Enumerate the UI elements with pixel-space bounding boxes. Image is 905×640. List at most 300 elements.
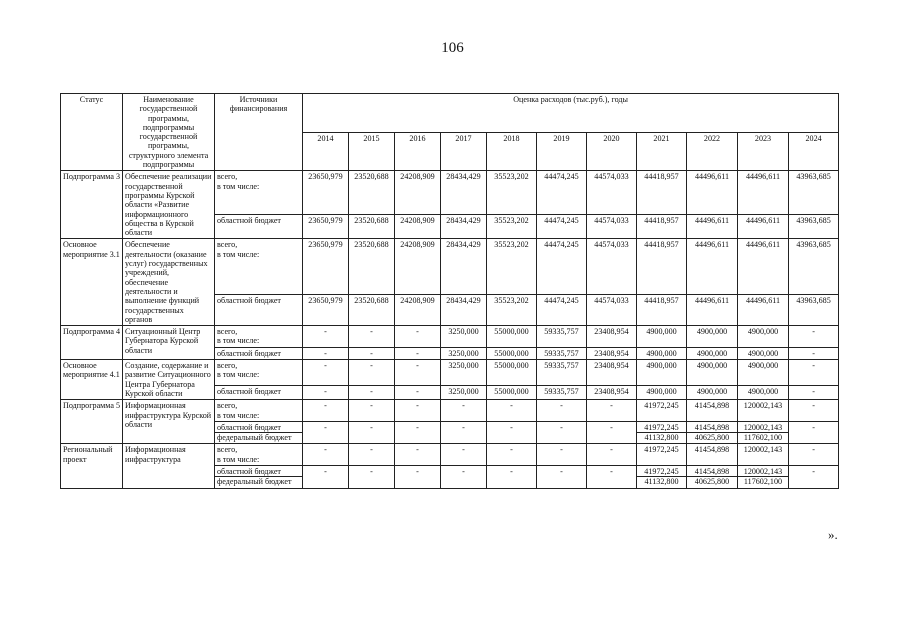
cell-line: 59335,757 [544, 361, 579, 371]
cell-line: всего, [217, 361, 238, 371]
value-cell [687, 400, 738, 422]
cell-line: 41972,245 [644, 401, 679, 411]
value-cell [738, 214, 789, 239]
table-body [61, 171, 839, 488]
value-cell [687, 294, 738, 325]
value-cell [487, 400, 537, 422]
value-cell [349, 326, 395, 348]
value-cell [587, 239, 637, 294]
cell-line: 28434,429 [446, 240, 481, 250]
value-cell [303, 171, 349, 214]
value-cell [789, 400, 839, 422]
value-cell [349, 239, 395, 294]
value-cell [441, 171, 487, 214]
cell-line: 44474,245 [544, 240, 579, 250]
cell-line: 28434,429 [446, 295, 481, 305]
cell-line: всего, [217, 445, 238, 455]
name-cell: Информационная инфраструктура [123, 444, 215, 488]
cell-line: - [370, 327, 373, 337]
cell-line: - [416, 386, 419, 396]
value-cell [303, 360, 349, 386]
value-cell [687, 444, 738, 466]
value-cell [303, 400, 349, 422]
value-cell [537, 360, 587, 386]
value-cell [303, 465, 349, 488]
cell-line: - [324, 422, 327, 432]
value-cell [349, 360, 395, 386]
value-cell [637, 171, 687, 214]
name-cell: Информационная инфраструктура Курской области [123, 400, 215, 444]
cell-line: всего, [217, 327, 238, 337]
value-cell [349, 347, 395, 359]
value-cell [537, 347, 587, 359]
expenditure-table [60, 93, 839, 489]
cell-line: - [416, 401, 419, 411]
value-cell [441, 347, 487, 359]
cell-line: 41972,245 [644, 466, 679, 476]
value-cell [395, 400, 441, 422]
value-cell [349, 214, 395, 239]
cell-line: в том числе: [217, 181, 260, 191]
value-cell [303, 294, 349, 325]
cell-line: - [370, 422, 373, 432]
cell-line: 120002,143 [743, 401, 783, 411]
value-cell [789, 326, 839, 348]
cell-line: - [370, 361, 373, 371]
cell-line: 23520,688 [354, 240, 389, 250]
value-cell [303, 214, 349, 239]
value-cell [789, 347, 839, 359]
value-cell [487, 421, 537, 444]
value-cell [303, 385, 349, 400]
value-cell [395, 214, 441, 239]
value-cell [687, 385, 738, 400]
cell-line: 59335,757 [544, 348, 579, 358]
cell-line: - [416, 466, 419, 476]
value-cell [441, 326, 487, 348]
value-cell [587, 385, 637, 400]
value-cell [637, 347, 687, 359]
value-cell [637, 294, 687, 325]
value-cell [441, 444, 487, 466]
value-cell [637, 326, 687, 348]
cell-line: - [324, 466, 327, 476]
cell-line: - [370, 445, 373, 455]
cell-line: 24208,909 [400, 215, 435, 225]
value-cell [395, 347, 441, 359]
cell-line: 41132,800 [637, 432, 686, 442]
value-cell [789, 214, 839, 239]
table-row [61, 444, 839, 466]
cell-line: - [510, 422, 513, 432]
value-cell [738, 421, 789, 444]
cell-line: 43963,685 [796, 172, 831, 182]
cell-line: - [610, 401, 613, 411]
value-cell [395, 294, 441, 325]
cell-line: 4900,000 [646, 348, 677, 358]
name-cell: Обеспечение реализации государственной программы Курской области «Развитие информационного общества в Курской области [123, 171, 215, 239]
value-cell [537, 239, 587, 294]
cell-line: - [416, 348, 419, 358]
cell-line: 44496,611 [745, 172, 781, 182]
table-row [61, 326, 839, 348]
cell-line: - [610, 422, 613, 432]
name-cell: Обеспечение деятельности (оказание услуг) государственных учреждений, обеспечение деятельности и выполнение функций государственных органов [123, 239, 215, 326]
value-cell [738, 239, 789, 294]
value-cell [487, 239, 537, 294]
cell-line: областной бюджет [217, 215, 281, 225]
value-cell [349, 294, 395, 325]
year-header: 2020 [587, 132, 637, 171]
cell-line: - [324, 386, 327, 396]
cell-line: 23520,688 [354, 172, 389, 182]
cell-line: 44474,245 [544, 215, 579, 225]
cell-line: - [324, 348, 327, 358]
value-cell [789, 171, 839, 214]
status-cell: Основное мероприятие 4.1 [61, 360, 123, 400]
value-cell [537, 326, 587, 348]
cell-line: - [510, 401, 513, 411]
source-cell [215, 171, 303, 214]
cell-line: 44474,245 [544, 295, 579, 305]
cell-line: федеральный бюджет [215, 476, 302, 486]
value-cell [441, 239, 487, 294]
value-cell [395, 360, 441, 386]
value-cell [738, 400, 789, 422]
value-cell [738, 171, 789, 214]
cell-line: 41972,245 [644, 445, 679, 455]
year-header: 2021 [637, 132, 687, 171]
cell-line: 44574,033 [594, 295, 629, 305]
value-cell [303, 444, 349, 466]
value-cell [537, 171, 587, 214]
cell-line: 41132,800 [637, 476, 686, 486]
value-cell [687, 171, 738, 214]
value-cell [303, 326, 349, 348]
cell-line: 120002,143 [743, 422, 783, 432]
cell-line: 4900,000 [747, 386, 779, 396]
status-cell: Подпрограмма 3 [61, 171, 123, 239]
value-cell [537, 294, 587, 325]
cell-line: - [812, 386, 815, 396]
cell-line: 44418,957 [644, 240, 679, 250]
cell-line: 44418,957 [644, 172, 679, 182]
value-cell [637, 385, 687, 400]
cell-line: 4900,000 [646, 361, 677, 371]
source-cell [215, 385, 303, 400]
value-cell [349, 444, 395, 466]
status-cell: Основное мероприятие 3.1 [61, 239, 123, 326]
cell-line: 44496,611 [694, 172, 730, 182]
cell-line: - [324, 327, 327, 337]
cell-line: 4900,000 [696, 348, 728, 358]
source-cell [215, 326, 303, 348]
value-cell [587, 465, 637, 488]
value-cell [487, 326, 537, 348]
cell-line: 41454,898 [694, 401, 730, 411]
source-cell [215, 347, 303, 359]
cell-line: 117602,100 [738, 432, 788, 442]
status-cell: Подпрограмма 4 [61, 326, 123, 360]
estimate-header: Оценка расходов (тыс.руб.), годы [303, 94, 839, 133]
year-header: 2022 [687, 132, 738, 171]
cell-line: в том числе: [217, 410, 260, 420]
value-cell [587, 400, 637, 422]
value-cell [441, 400, 487, 422]
cell-line: 44496,611 [745, 295, 781, 305]
cell-line: в том числе: [217, 370, 260, 380]
value-cell [738, 326, 789, 348]
cell-line: - [462, 422, 465, 432]
cell-line: 120002,143 [743, 466, 783, 476]
value-cell [738, 360, 789, 386]
cell-line: 55000,000 [494, 386, 529, 396]
source-header: Источники финансирования [215, 94, 303, 171]
value-cell [395, 171, 441, 214]
cell-line: - [610, 466, 613, 476]
closing-quote: ». [828, 527, 838, 542]
value-cell [349, 400, 395, 422]
value-cell [537, 421, 587, 444]
cell-line: 23520,688 [354, 295, 389, 305]
value-cell [738, 385, 789, 400]
value-cell [687, 239, 738, 294]
year-header: 2015 [349, 132, 395, 171]
cell-line: 23408,954 [594, 348, 629, 358]
cell-line: - [560, 466, 563, 476]
value-cell [587, 326, 637, 348]
name-cell: Ситуационный Центр Губернатора Курской области [123, 326, 215, 360]
value-cell [395, 465, 441, 488]
cell-line: 3250,000 [448, 361, 479, 371]
value-cell [587, 360, 637, 386]
value-cell [395, 421, 441, 444]
cell-line: 4900,000 [747, 348, 779, 358]
cell-line: 3250,000 [448, 348, 479, 358]
cell-line: 117602,100 [738, 476, 788, 486]
value-cell [587, 171, 637, 214]
cell-line: - [812, 422, 815, 432]
table-row [61, 400, 839, 422]
value-cell [789, 294, 839, 325]
value-cell [789, 421, 839, 444]
value-cell [537, 444, 587, 466]
value-cell [738, 347, 789, 359]
value-cell [487, 294, 537, 325]
cell-line: 35523,202 [494, 295, 529, 305]
cell-line: 44496,611 [694, 295, 730, 305]
value-cell [349, 465, 395, 488]
value-cell [637, 360, 687, 386]
value-cell [441, 294, 487, 325]
cell-line: 28434,429 [446, 215, 481, 225]
cell-line: в том числе: [217, 336, 260, 346]
cell-line: 23650,979 [308, 215, 343, 225]
value-cell [738, 294, 789, 325]
cell-line: 55000,000 [494, 327, 529, 337]
cell-line: 3250,000 [448, 386, 479, 396]
source-cell [215, 444, 303, 466]
cell-line: 35523,202 [494, 215, 529, 225]
cell-line: 40625,800 [687, 432, 737, 442]
status-header: Статус [61, 94, 123, 171]
value-cell [738, 444, 789, 466]
value-cell [687, 347, 738, 359]
cell-line: 44418,957 [644, 215, 679, 225]
cell-line: всего, [217, 172, 238, 182]
value-cell [395, 385, 441, 400]
value-cell [441, 421, 487, 444]
cell-line: 23408,954 [594, 327, 629, 337]
value-cell [687, 214, 738, 239]
cell-line: - [560, 445, 563, 455]
value-cell [587, 421, 637, 444]
value-cell [303, 239, 349, 294]
source-cell [215, 400, 303, 422]
cell-line: 23408,954 [594, 361, 629, 371]
cell-line: 4900,000 [696, 386, 728, 396]
cell-line: 41454,898 [694, 422, 730, 432]
status-cell: Подпрограмма 5 [61, 400, 123, 444]
value-cell [738, 465, 789, 488]
source-cell [215, 214, 303, 239]
cell-line: 4900,000 [696, 327, 728, 337]
cell-line: 3250,000 [448, 327, 479, 337]
cell-line: 23650,979 [308, 172, 343, 182]
cell-line: областной бюджет [217, 295, 281, 305]
source-cell [215, 239, 303, 294]
cell-line: 44418,957 [644, 295, 679, 305]
cell-line: - [812, 445, 815, 455]
cell-line: в том числе: [217, 249, 260, 259]
year-header: 2024 [789, 132, 839, 171]
cell-line: - [370, 401, 373, 411]
cell-line: - [324, 361, 327, 371]
cell-line: областной бюджет [217, 422, 281, 432]
value-cell [441, 360, 487, 386]
year-header: 2018 [487, 132, 537, 171]
value-cell [537, 465, 587, 488]
cell-line: - [370, 386, 373, 396]
cell-line: 120002,143 [743, 445, 783, 455]
cell-line: 44574,033 [594, 240, 629, 250]
cell-line: 41454,898 [694, 466, 730, 476]
cell-line: 24208,909 [400, 295, 435, 305]
value-cell [395, 239, 441, 294]
value-cell [687, 326, 738, 348]
cell-line: - [560, 422, 563, 432]
cell-line: 55000,000 [494, 361, 529, 371]
cell-line: 4900,000 [646, 386, 677, 396]
cell-line: 23650,979 [308, 295, 343, 305]
value-cell [687, 465, 738, 488]
value-cell [637, 400, 687, 422]
value-cell [637, 444, 687, 466]
cell-line: 35523,202 [494, 240, 529, 250]
value-cell [487, 360, 537, 386]
value-cell [587, 444, 637, 466]
value-cell [587, 347, 637, 359]
cell-line: - [812, 327, 815, 337]
cell-line: - [416, 422, 419, 432]
cell-line: - [324, 401, 327, 411]
cell-line: 40625,800 [687, 476, 737, 486]
cell-line: - [370, 466, 373, 476]
value-cell [789, 465, 839, 488]
cell-line: 23408,954 [594, 386, 629, 396]
value-cell [789, 239, 839, 294]
value-cell [637, 214, 687, 239]
name-cell: Создание, содержание и развитие Ситуационного Центра Губернатора Курской области [123, 360, 215, 400]
cell-line: - [324, 445, 327, 455]
cell-line: 44496,611 [694, 240, 730, 250]
value-cell [789, 385, 839, 400]
value-cell [487, 444, 537, 466]
cell-line: - [812, 401, 815, 411]
page-number: 106 [441, 40, 464, 56]
value-cell [587, 294, 637, 325]
cell-line: 4900,000 [747, 327, 779, 337]
cell-line: - [462, 401, 465, 411]
cell-line: 44574,033 [594, 215, 629, 225]
cell-line: - [812, 361, 815, 371]
value-cell [789, 444, 839, 466]
cell-line: 43963,685 [796, 240, 831, 250]
cell-line: - [610, 445, 613, 455]
value-cell [687, 360, 738, 386]
year-header: 2019 [537, 132, 587, 171]
cell-line: 24208,909 [400, 172, 435, 182]
header-row [61, 94, 839, 133]
cell-line: 4900,000 [696, 361, 728, 371]
cell-line: всего, [217, 240, 238, 250]
cell-line: - [560, 401, 563, 411]
table-row [61, 171, 839, 214]
status-cell: Региональный проект [61, 444, 123, 488]
value-cell [487, 465, 537, 488]
value-cell [349, 385, 395, 400]
value-cell [637, 421, 687, 444]
year-header: 2017 [441, 132, 487, 171]
value-cell [303, 347, 349, 359]
cell-line: 59335,757 [544, 386, 579, 396]
source-cell [215, 360, 303, 386]
year-header: 2014 [303, 132, 349, 171]
name-header: Наименование государственной программы, подпрограммы государственной программы, структурного элемента подпрограммы [123, 94, 215, 171]
cell-line: областной бюджет [217, 466, 281, 476]
value-cell [537, 214, 587, 239]
value-cell [303, 421, 349, 444]
value-cell [487, 347, 537, 359]
cell-line: 4900,000 [646, 327, 677, 337]
cell-line: - [416, 445, 419, 455]
value-cell [349, 421, 395, 444]
cell-line: 44574,033 [594, 172, 629, 182]
cell-line: 24208,909 [400, 240, 435, 250]
cell-line: - [416, 361, 419, 371]
cell-line: 44474,245 [544, 172, 579, 182]
cell-line: - [812, 348, 815, 358]
cell-line: - [462, 466, 465, 476]
value-cell [789, 360, 839, 386]
value-cell [687, 421, 738, 444]
cell-line: 43963,685 [796, 295, 831, 305]
year-header: 2016 [395, 132, 441, 171]
cell-line: 35523,202 [494, 172, 529, 182]
cell-line: 59335,757 [544, 327, 579, 337]
value-cell [395, 444, 441, 466]
value-cell [637, 239, 687, 294]
